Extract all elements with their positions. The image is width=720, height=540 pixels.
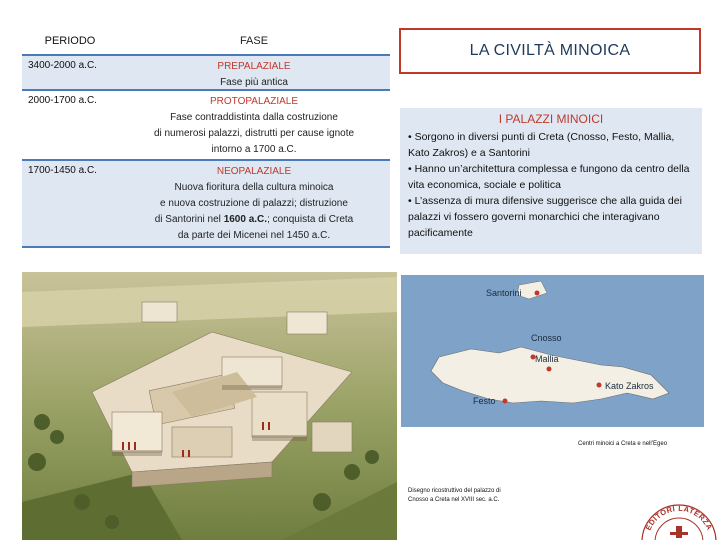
phase-description-line: Nuova fioritura della cultura minoica bbox=[174, 182, 334, 193]
phase-description-line bbox=[124, 212, 384, 228]
laterza-logo bbox=[640, 498, 718, 540]
table-row bbox=[22, 91, 390, 161]
label-santorini: Santorini bbox=[486, 288, 522, 298]
phase-name: PROTOPALAZIALE bbox=[210, 96, 298, 107]
palazzi-bullet: • Sorgono in diversi punti di Creta (Cnosso, Festo, Mallia, Kato Zakros) e a Santorini bbox=[408, 131, 675, 159]
period-cell: 1700-1450 a.C. bbox=[28, 165, 97, 176]
label-cnosso: Cnosso bbox=[531, 333, 562, 343]
period-cell: 3400-2000 a.C. bbox=[28, 60, 97, 71]
label-kato-zakros: Kato Zakros bbox=[605, 381, 654, 391]
phase-name: NEOPALAZIALE bbox=[216, 166, 292, 177]
label-mallia: Mallia bbox=[535, 354, 559, 364]
text-fragment: ; conquista di Creta bbox=[267, 214, 354, 225]
palazzi-bullet: • L’assenza di mura difensive suggerisce che alla guida dei palazzi vi fossero governi monarchici che interagivano pacificamente bbox=[408, 195, 682, 239]
phase-cell bbox=[118, 161, 390, 246]
phase-description-line: e nuova costruzione di palazzi; distruzione bbox=[160, 198, 348, 209]
phase-description: Fase più antica bbox=[220, 77, 288, 88]
palazzi-bullet: • Hanno un’architettura complessa e fungono da centro della vita economica, sociale e politica bbox=[408, 163, 690, 191]
page-title: LA CIVILTÀ MINOICA bbox=[469, 42, 631, 59]
phase-cell bbox=[118, 91, 390, 159]
phase-description-line: intorno a 1700 a.C. bbox=[211, 144, 297, 155]
kato-zakros-marker bbox=[597, 383, 602, 388]
table-header-row bbox=[22, 28, 390, 56]
date-highlight: 1600 a.C. bbox=[223, 214, 268, 225]
svg-text:EDITORI LATERZA: EDITORI LATERZA bbox=[643, 503, 715, 532]
phase-description-line: di numerosi palazzi, distrutti per cause ignote bbox=[153, 128, 355, 139]
period-cell: 2000-1700 a.C. bbox=[28, 95, 97, 106]
knossos-illustration bbox=[22, 272, 397, 540]
table-row bbox=[22, 56, 390, 91]
phase-description-line: Fase contraddistinta dalla costruzione bbox=[170, 112, 338, 123]
image-caption bbox=[408, 487, 568, 505]
santorini-marker bbox=[535, 291, 540, 296]
phase-name: PREPALAZIALE bbox=[217, 61, 291, 72]
crete-map bbox=[401, 275, 704, 427]
publisher-seal-icon bbox=[640, 498, 718, 540]
caption-line: Cnosso a Creta nel XVIII sec. a.C. bbox=[408, 497, 500, 503]
header-period: PERIODO bbox=[44, 35, 96, 47]
phase-cell bbox=[118, 56, 390, 89]
knossos-reconstruction-image bbox=[22, 272, 397, 540]
caption-line: Disegno ricostruttivo del palazzo di bbox=[408, 488, 501, 494]
mallia-marker bbox=[547, 367, 552, 372]
text-fragment: di Santorini nel bbox=[154, 214, 224, 225]
palazzi-box bbox=[400, 108, 702, 254]
header-phase: FASE bbox=[239, 35, 269, 47]
table-row bbox=[22, 161, 390, 248]
crete-map-graphic bbox=[401, 275, 704, 427]
title-box bbox=[399, 28, 701, 74]
label-festo: Festo bbox=[473, 396, 496, 406]
map-caption: Centri minoici a Creta e nell’Egeo bbox=[578, 441, 668, 447]
festo-marker bbox=[503, 399, 508, 404]
phase-description-line: da parte dei Micenei nel 1450 a.C. bbox=[177, 230, 331, 241]
palazzi-title: I PALAZZI MINOICI bbox=[498, 112, 604, 126]
periods-table bbox=[22, 28, 390, 248]
